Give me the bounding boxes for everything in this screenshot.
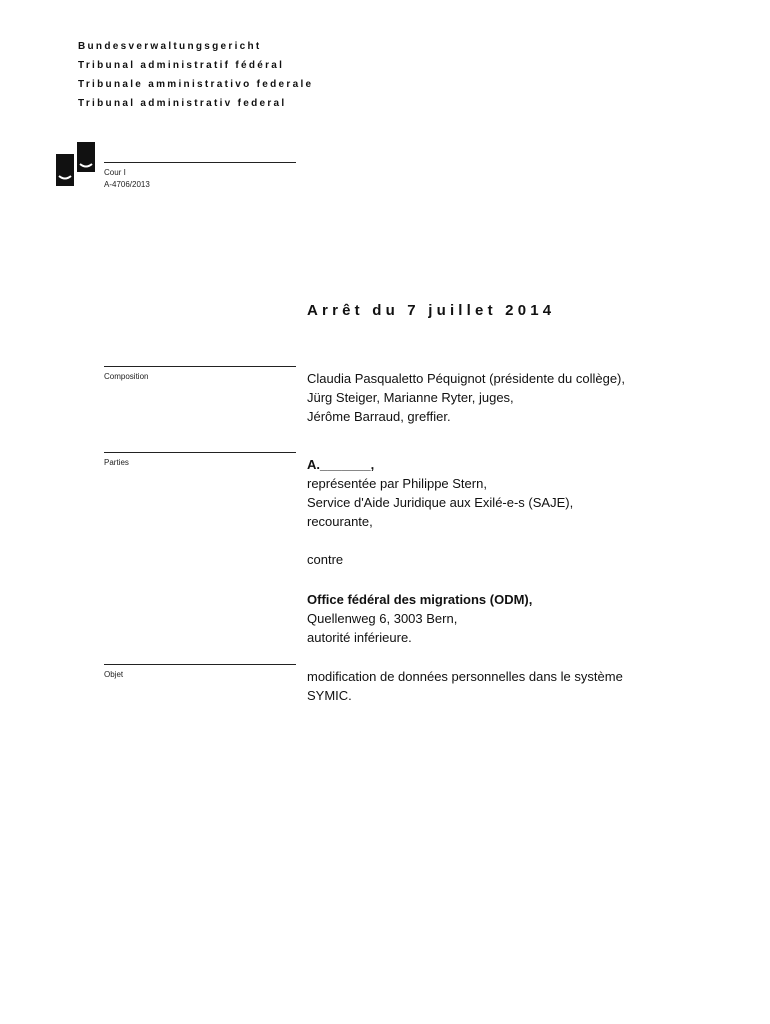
- composition-line: Jérôme Barraud, greffier.: [307, 409, 451, 424]
- appellant-line: Service d'Aide Juridique aux Exilé-e-s (SAJE),: [307, 495, 574, 510]
- subject-line: modification de données personnelles dans le système: [307, 669, 623, 684]
- court-logo-icon: [56, 142, 96, 186]
- versus: contre: [307, 552, 344, 567]
- composition-line: Claudia Pasqualetto Péquignot (présidente du collège),: [307, 371, 625, 386]
- respondent-line: autorité inférieure.: [307, 630, 412, 645]
- composition-label: Composition: [104, 372, 149, 381]
- appellant-line: représentée par Philippe Stern,: [307, 476, 487, 491]
- appellant-name: A._______,: [307, 457, 375, 472]
- division: Cour I: [104, 168, 126, 177]
- parties-rule: [104, 452, 296, 453]
- appellant-line: recourante,: [307, 514, 373, 529]
- subject-label: Objet: [104, 670, 124, 679]
- respondent-line: Quellenweg 6, 3003 Bern,: [307, 611, 458, 626]
- composition-text: [307, 369, 625, 426]
- header-rule: [104, 162, 296, 163]
- composition-rule: [104, 366, 296, 367]
- page-title: Arrêt du 7 juillet 2014: [307, 302, 556, 319]
- subject-rule: [104, 664, 296, 665]
- composition-line: Jürg Steiger, Marianne Ryter, juges,: [307, 390, 514, 405]
- court-name-it: Tribunale amministrativo federale: [78, 79, 314, 90]
- subject-line: SYMIC.: [307, 688, 352, 703]
- appellant-block: [307, 455, 573, 531]
- court-name-rm: Tribunal administrativ federal: [78, 98, 287, 109]
- court-name-de: Bundesverwaltungsgericht: [78, 41, 262, 52]
- subject-text: [307, 667, 623, 705]
- court-name-fr: Tribunal administratif fédéral: [78, 60, 285, 71]
- case-number: A-4706/2013: [104, 180, 150, 189]
- respondent-block: [307, 590, 532, 647]
- respondent-name: Office fédéral des migrations (ODM),: [307, 592, 533, 607]
- parties-label: Parties: [104, 458, 129, 467]
- court-names: [78, 40, 313, 116]
